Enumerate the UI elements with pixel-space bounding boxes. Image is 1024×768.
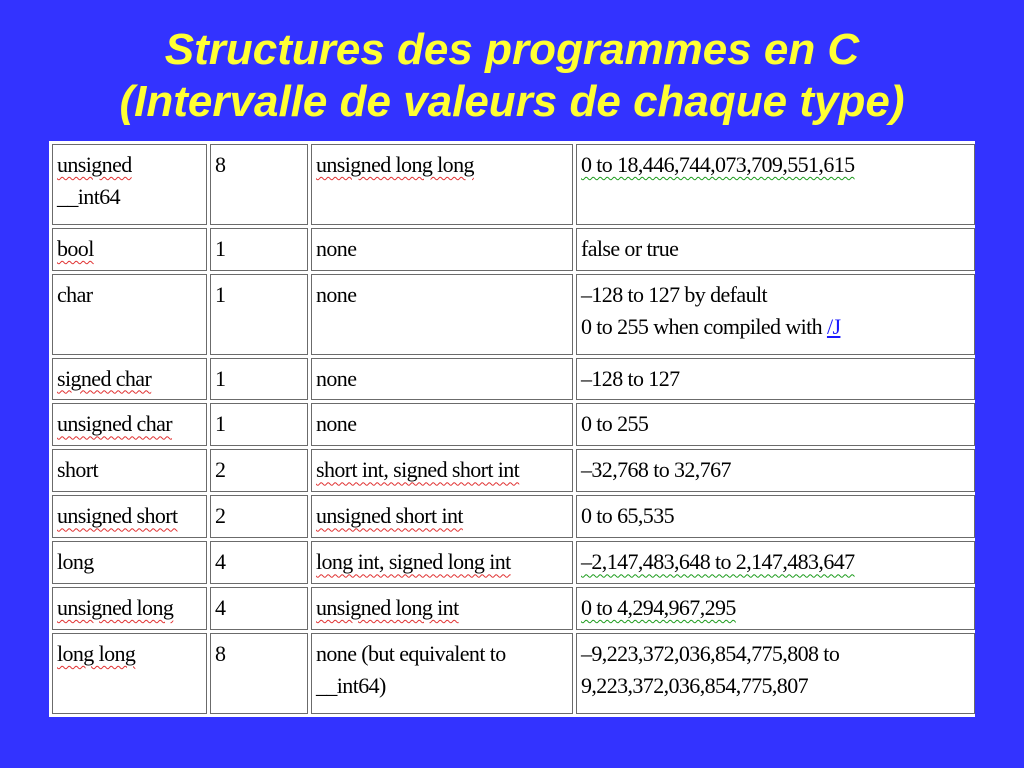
other-names: unsigned short int xyxy=(316,503,463,529)
bytes-cell: 2 xyxy=(210,449,308,492)
type-cell xyxy=(52,495,207,538)
range-cell: 0 to 255 xyxy=(576,403,975,446)
type-cell xyxy=(52,403,207,446)
other-names-cell: none xyxy=(311,228,573,271)
type-cell: long xyxy=(52,541,207,584)
compiler-option-link[interactable]: /J xyxy=(826,313,841,339)
bytes-cell: 2 xyxy=(210,495,308,538)
table-row xyxy=(52,449,975,492)
range-cell: 0 to 65,535 xyxy=(576,495,975,538)
other-names: none (but equivalent to xyxy=(316,641,506,667)
other-names-cell xyxy=(311,587,573,630)
bytes-cell: 1 xyxy=(210,403,308,446)
range-cell xyxy=(576,274,975,355)
other-names-cell xyxy=(311,633,573,714)
type-name: unsigned short xyxy=(57,503,178,529)
range-compile-note: 0 to 255 when compiled with xyxy=(581,313,827,339)
other-names-cell xyxy=(311,541,573,584)
type-cell xyxy=(52,633,207,714)
table-row xyxy=(52,495,975,538)
table-row xyxy=(52,274,975,355)
type-name: bool xyxy=(57,235,94,261)
table-row xyxy=(52,144,975,225)
range-value-line-2 xyxy=(581,311,970,343)
table-row xyxy=(52,403,975,446)
bytes-cell: 4 xyxy=(210,541,308,584)
type-cell xyxy=(52,144,207,225)
range-value-line-2: 9,223,372,036,854,775,807 xyxy=(581,673,809,699)
table-row xyxy=(52,587,975,630)
bytes-cell: 1 xyxy=(210,358,308,401)
type-name: unsigned xyxy=(57,152,132,177)
range-value: –2,147,483,648 to 2,147,483,647 xyxy=(581,549,855,575)
range-cell: –32,768 to 32,767 xyxy=(576,449,975,492)
type-name: signed char xyxy=(57,365,152,391)
type-cell: char xyxy=(52,274,207,355)
other-names: long int, signed long int xyxy=(316,549,511,575)
table-row xyxy=(52,541,975,584)
other-names-line-2: __int64) xyxy=(316,673,386,699)
range-value: –128 to 127 by default xyxy=(581,281,767,307)
bytes-cell: 4 xyxy=(210,587,308,630)
range-cell xyxy=(576,587,975,630)
bytes-cell: 8 xyxy=(210,144,308,225)
other-names-cell xyxy=(311,449,573,492)
type-cell xyxy=(52,228,207,271)
bytes-cell: 8 xyxy=(210,633,308,714)
range-value: 0 to 18,446,744,073,709,551,615 xyxy=(581,152,855,177)
type-name: unsigned long xyxy=(57,595,174,621)
type-name: long long xyxy=(57,641,136,667)
table-row xyxy=(52,228,975,271)
bytes-cell: 1 xyxy=(210,228,308,271)
range-value: –9,223,372,036,854,775,808 to xyxy=(581,641,840,667)
type-name: unsigned char xyxy=(57,411,172,437)
table-row xyxy=(52,633,975,714)
range-cell: false or true xyxy=(576,228,975,271)
other-names: unsigned long int xyxy=(316,595,459,621)
range-cell xyxy=(576,144,975,225)
type-name-line-2: __int64 xyxy=(57,184,121,209)
other-names-cell xyxy=(311,495,573,538)
other-names-cell: none xyxy=(311,274,573,355)
slide-title xyxy=(0,24,1024,128)
type-cell xyxy=(52,358,207,401)
data-types-table xyxy=(49,141,978,717)
range-cell xyxy=(576,633,975,714)
type-cell xyxy=(52,587,207,630)
range-cell: –128 to 127 xyxy=(576,358,975,401)
other-names-cell: none xyxy=(311,358,573,401)
other-names: short int, signed short int xyxy=(316,457,520,483)
data-types-table-container xyxy=(49,141,975,717)
table-row xyxy=(52,358,975,401)
type-cell: short xyxy=(52,449,207,492)
title-line-1: Structures des programmes en C xyxy=(164,25,860,74)
range-value: 0 to 4,294,967,295 xyxy=(581,595,736,621)
range-cell xyxy=(576,541,975,584)
title-line-2: (Intervalle de valeurs de chaque type) xyxy=(119,77,905,126)
bytes-cell: 1 xyxy=(210,274,308,355)
other-names: unsigned long long xyxy=(316,152,474,177)
other-names-cell: none xyxy=(311,403,573,446)
other-names-cell xyxy=(311,144,573,225)
